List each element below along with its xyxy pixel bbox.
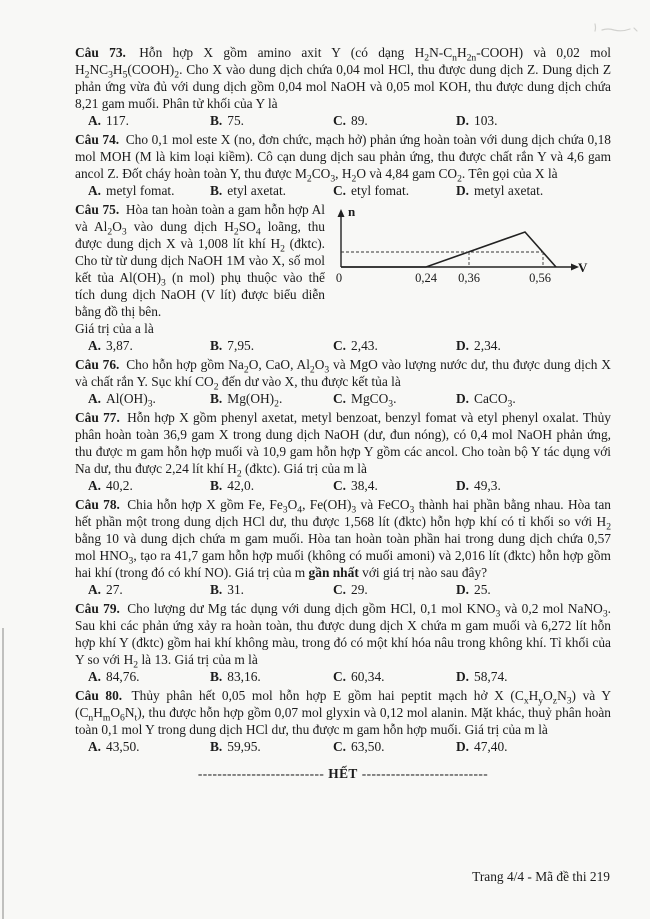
question-body: Hòa tan hoàn toàn a gam hỗn hợp Al và $Al_2O_3$ vào dung dịch $H_2SO_4$ loãng, thu được dung dịch X và 1,008 lít khí $H_2$ (đktc). Cho từ từ dung dịch NaOH 1M vào X, số mol kết tủa $Al(OH)_3$ (n mol) phụ thuộc vào thể tích dung dịch NaOH (V lít) được biểu diễn bằng đồ thị bên. (75, 202, 326, 319)
option-a: A. 43,50. (88, 739, 140, 754)
option-d: D. 49,3. (456, 478, 501, 493)
question-body: Thủy phân hết 0,05 mol hỗn hợp E gồm hai peptit mạch hở X $(C_xH_yO_zN_3)$ và Y $(C_nH_mO_6N_t)$, thu được hỗn hợp gồm 0,07 mol glyxin và 0,12 mol alanin. Mặt khác, thuỷ phân hoàn toàn 0,1 mol Y trong dung dịch HCl dư, thu được m gam hỗn hợp muối. Giá trị của m là (75, 688, 611, 737)
option-c: C. 2,43. (333, 338, 378, 353)
option-d: D. 2,34. (456, 338, 501, 353)
question-number: Câu 73. (75, 45, 126, 60)
question-text (75, 409, 611, 480)
question-number: Câu 78. (75, 497, 120, 512)
question-body: Cho 0,1 mol este X (no, đơn chức, mạch hở) phản ứng hoàn toàn với dung dịch chứa 0,18 mol MOH (M là kim loại kiềm). Cô cạn dung dịch sau phản ứng, thu được chất rắn Y và 4,6 gam ancol Z. Đốt cháy hoàn toàn Y, thu được $M_2CO_3$, $H_2O$ và 4,84 gam $CO_2$. Tên gọi của X là (75, 132, 611, 185)
question-75 (75, 201, 611, 354)
option-d: D. metyl axetat. (456, 183, 544, 198)
question-number: Câu 79. (75, 601, 120, 616)
question-79 (75, 600, 611, 685)
question-77 (75, 409, 611, 494)
question-80 (75, 687, 611, 755)
page-footer: Trang 4/4 - Mã đề thi 219 (472, 869, 610, 884)
option-b: B. 75. (210, 113, 245, 128)
question-text (75, 131, 611, 185)
question-76 (75, 356, 611, 410)
question-text (75, 496, 611, 581)
tick-024: 0,24 (415, 271, 437, 285)
question-number: Câu 74. (75, 132, 120, 147)
option-b: B. 31. (210, 582, 245, 597)
option-c: C. 60,34. (333, 669, 385, 684)
option-c: C. etyl fomat. (333, 183, 410, 198)
options-row (75, 182, 611, 199)
option-c: C. 63,50. (333, 739, 385, 754)
option-d: D. 58,74. (456, 669, 508, 684)
option-c: C. MgCO$_3$. (333, 391, 397, 410)
end-divider: -------------------------- HẾT -------------------------- (197, 766, 489, 781)
y-axis-label: n (348, 204, 356, 219)
question-followup: Giá trị của a là (75, 321, 154, 336)
option-c: C. 38,4. (333, 478, 378, 493)
option-b: B. $Mg(OH)_2$. (210, 391, 283, 410)
question-text (75, 44, 611, 112)
option-b: B. 83,16. (210, 669, 261, 684)
option-d: D. 103. (456, 113, 498, 128)
options-row (75, 337, 611, 354)
tick-036: 0,36 (458, 271, 480, 285)
question-74 (75, 131, 611, 199)
question-body: Cho lượng dư Mg tác dụng với dung dịch gồm HCl, 0,1 mol $KNO_3$ và 0,2 mol NaNO$_3$. Sau khi các phản ứng xảy ra hoàn toàn, thu được dung dịch X chứa m gam muối và 6,272 lít hỗn hợp khí Y (đktc) gồm hai khí không màu, trong đó có một khí hóa nâu trong không khí. Tỉ khối của Y so với $H_2$ là 13. Giá trị của m là (75, 601, 611, 671)
precipitate-chart (331, 203, 611, 327)
exam-content (75, 44, 611, 782)
options-row (75, 477, 611, 494)
option-a: A. metyl fomat. (88, 183, 175, 198)
option-c: C. 89. (333, 113, 368, 128)
options-row (75, 738, 611, 755)
question-number: Câu 76. (75, 357, 120, 372)
scan-edge-line (2, 628, 4, 919)
question-78 (75, 496, 611, 598)
option-d: D. 25. (456, 582, 491, 597)
y-axis-arrow-icon (338, 209, 345, 217)
tick-0: 0 (335, 271, 343, 285)
option-c: C. 29. (333, 582, 368, 597)
option-b: B. 59,95. (210, 739, 261, 754)
x-axis-label: V (578, 260, 588, 275)
question-73 (75, 44, 611, 129)
option-a: A. 117. (88, 113, 129, 128)
option-b: B. etyl axetat. (210, 183, 287, 198)
question-text (75, 687, 611, 738)
question-body: Chia hỗn hợp X gồm Fe, $Fe_3O_4$, $Fe(OH)_3$ và FeCO$_3$ thành hai phần bằng nhau. Hòa tan hết phần một trong dung dịch HCl dư, thu được 1,568 lít (đktc) hỗn hợp khí có tỉ khối so với $H_2$ bằng 10 và dung dịch chứa m gam muối. Hòa tan hoàn toàn phần hai trong dung dịch chứa 0,57 mol $HNO_3$, tạo ra 41,7 gam hỗn hợp muối (không có muối amoni) và 2,016 lít (đktc) hỗn hợp gồm hai khí (trong đó có khí NO). Giá trị của m gần nhất với giá trị nào sau đây? (75, 497, 611, 580)
option-b: B. 7,95. (210, 338, 255, 353)
question-number: Câu 75. (75, 202, 120, 217)
option-d: D. CaCO$_3$. (456, 391, 516, 410)
options-row (75, 112, 611, 129)
option-a: A. $Al(OH)_3$. (88, 391, 156, 410)
options-row (75, 390, 611, 410)
question-text (75, 356, 611, 393)
options-row (75, 581, 611, 598)
question-number: Câu 80. (75, 688, 123, 703)
option-b: B. 42,0. (210, 478, 255, 493)
option-a: A. 40,2. (88, 478, 133, 493)
option-a: A. 3,87. (88, 338, 133, 353)
question-body: Hỗn hợp X gồm phenyl axetat, metyl benzoat, benzyl fomat và etyl phenyl oxalat. Thủy phân hoàn toàn 36,9 gam X trong dung dịch NaOH (dư, đun nóng), có 0,4 mol NaOH phản ứng, thu được m gam hỗn hợp muối và 10,9 gam hỗn hợp Y gồm các ancol. Cho toàn bộ Y tác dụng với Na dư, thu được 2,24 lít khí $H_2$ (đktc). Giá trị của m là (75, 410, 611, 480)
question-body: Cho hỗn hợp gồm $Na_2O$, CaO, $Al_2O_3$ và MgO vào lượng nước dư, thu được dung dịch X và chất rắn Y. Sục khí $CO_2$ đến dư vào X, thu được kết tủa là (75, 357, 611, 393)
option-d: D. 47,40. (456, 739, 508, 754)
question-text (75, 600, 611, 671)
scan-mark (592, 20, 642, 40)
question-body: Hỗn hợp X gồm amino axit Y (có dạng $H_2N-C_nH_{2n}-COOH$) và 0,02 mol $H_2NC_3H_5(COOH)_2$. Cho X vào dung dịch chứa 0,04 mol HCl, thu được dung dịch Z. Dung dịch Z phản ứng vừa đủ với dung dịch gồm 0,04 mol NaOH và 0,05 mol KOH, thu được dung dịch chứa 8,21 gam muối. Phân tử khối của Y là (75, 45, 611, 111)
option-a: A. 27. (88, 582, 123, 597)
options-row (75, 668, 611, 685)
chart-line (341, 232, 556, 267)
tick-056: 0,56 (529, 271, 551, 285)
question-number: Câu 77. (75, 410, 120, 425)
option-a: A. 84,76. (88, 669, 140, 684)
